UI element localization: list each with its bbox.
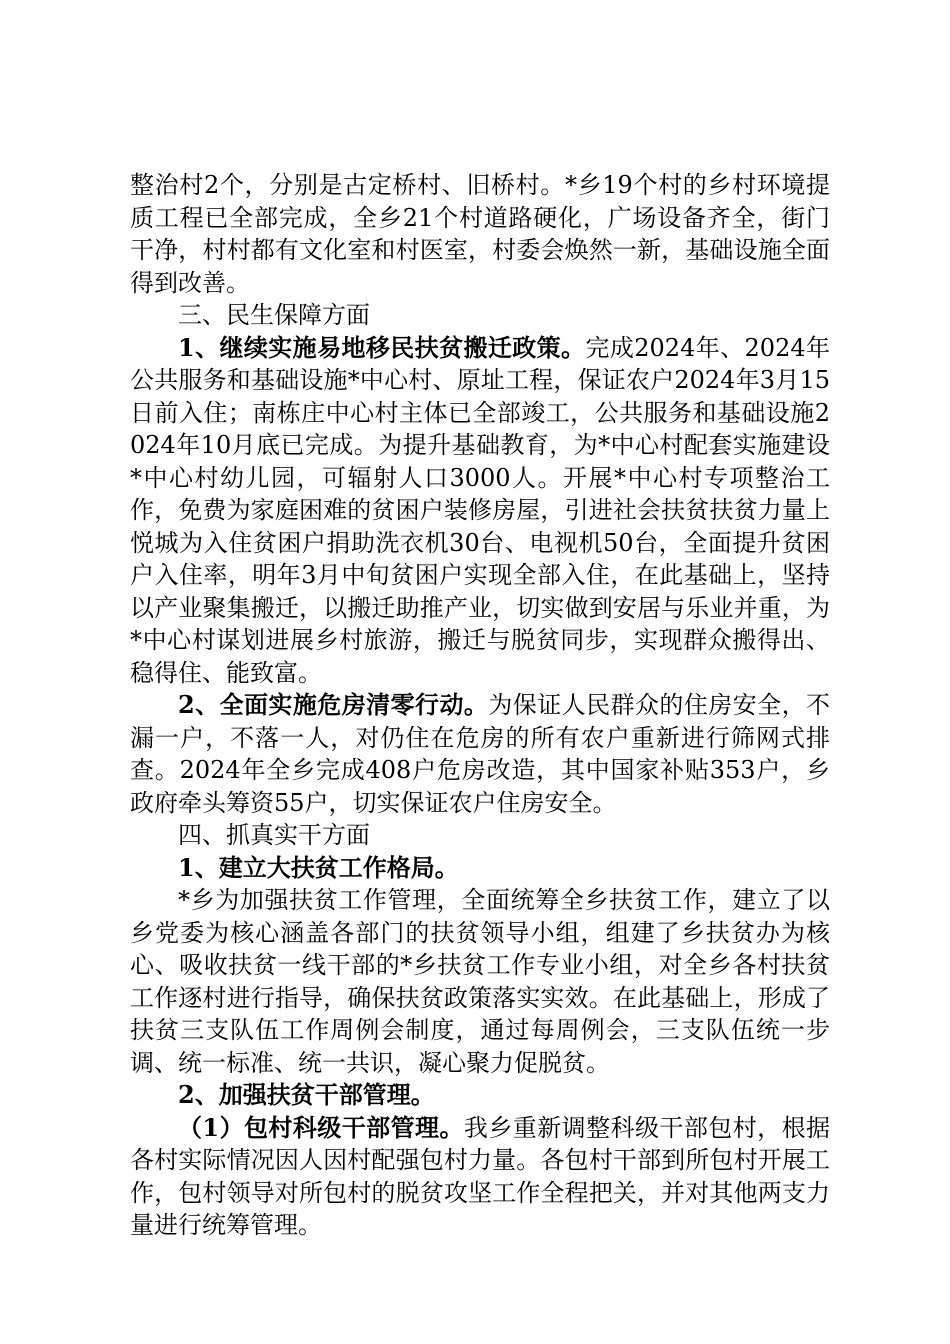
subheading-cadre-management: [130, 1079, 830, 1112]
paragraph-lead: （1）包村科级干部管理。: [178, 1112, 464, 1142]
paragraph-poverty-framework: [130, 884, 830, 1079]
subheading-text: 1、建立大扶贫工作格局。: [178, 852, 459, 882]
paragraph-text: 完成2024年、2024年公共服务和基础设施*中心村、原址工程，保证农户2024年3月15日前入住；南栋庄中心村主体已全部竣工，公共服务和基础设施2024年10月底已完成。为提升基础教育，为*中心村配套实施建设*中心村幼儿园，可辐射人口3000人。开展*中心村专项整治工作，免费为家庭困难的贫困户装修房屋，引进社会扶贫扶贫力量上悦城为入住贫困户捐助洗衣机30台、电视机50台，全面提升贫困户入住率，明年3月中旬贫困户实现全部入住，在此基础上，坚持以产业聚集搬迁，以搬迁助推产业，切实做到安居与乐业并重，为*中心村谋划进展乡村旅游，搬迁与脱贫同步，实现群众搬得出、稳得住、能致富。: [130, 333, 831, 687]
paragraph-text: *乡为加强扶贫工作管理，全面统筹全乡扶贫工作，建立了以乡党委为核心涵盖各部门的扶贫领导小组，组建了乡扶贫办为核心、吸收扶贫一线干部的*乡扶贫工作专业小组，对全乡各村扶贫工作逐村进行指导，确保扶贫政策落实实效。在此基础上，形成了扶贫三支队伍工作周例会制度，通过每周例会，三支队伍统一步调、统一标准、统一共识，凝心聚力促脱贫。: [130, 886, 830, 1077]
paragraph-village-improvement: [130, 169, 830, 299]
section-heading-text: 三、民生保障方面: [178, 301, 370, 329]
paragraph-text: 整治村2个，分别是古定桥村、旧桥村。*乡19个村的乡村环境提质工程已全部完成，全乡21个村道路硬化，广场设备齐全，街门干净，村村都有文化室和村医室，村委会焕然一新，基础设施全面得到改善。: [130, 171, 830, 297]
document-page: [130, 169, 830, 1242]
paragraph-relocation: [130, 332, 830, 690]
subheading-poverty-framework: [130, 852, 830, 885]
paragraph-lead: 2、全面实施危房清零行动。: [178, 690, 489, 719]
paragraph-dangerous-housing: [130, 689, 830, 819]
section-heading-livelihood: [130, 299, 830, 332]
paragraph-text: 我乡重新调整科级干部包村，根据各村实际情况因人因村配强包村力量。各包村干部到所包村开展工作，包村领导对所包村的脱贫攻坚工作全程把关，并对其他两支力量进行统筹管理。: [130, 1113, 831, 1239]
section-heading-text: 四、抓真实干方面: [178, 821, 370, 849]
section-heading-practical-work: [130, 819, 830, 852]
paragraph-lead: 1、继续实施易地移民扶贫搬迁政策。: [178, 332, 586, 362]
paragraph-village-cadres: [130, 1112, 830, 1242]
subheading-text: 2、加强扶贫干部管理。: [178, 1080, 435, 1109]
paragraph-text: 为保证人民群众的住房安全，不漏一户，不落一人，对仍住在危房的所有农户重新进行筛网式排查。2024年全乡完成408户危房改造，其中国家补贴353户，乡政府牵头筹资55户，切实保证农户住房安全。: [130, 691, 831, 817]
